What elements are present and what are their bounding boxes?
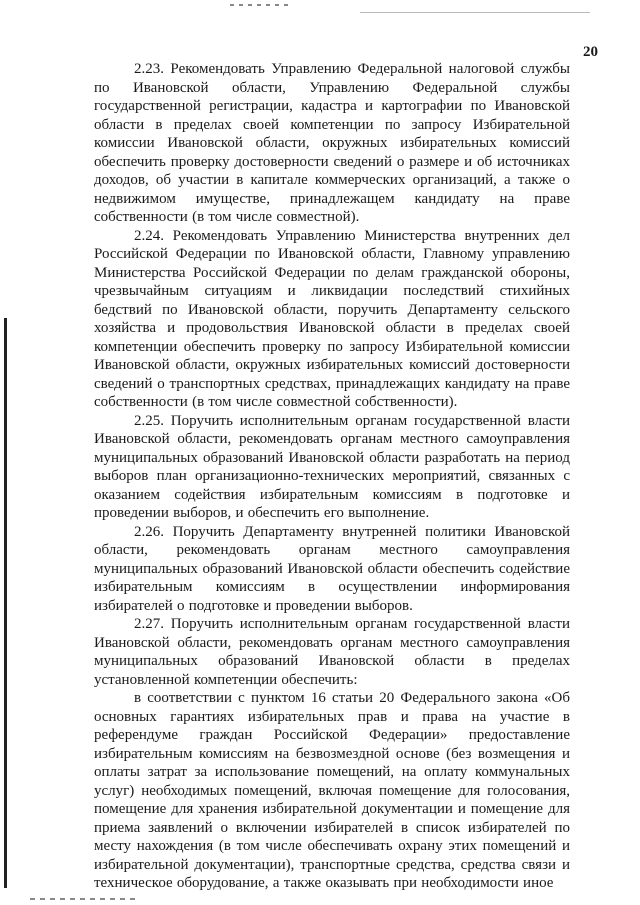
- paragraph-2-27: 2.27. Поручить исполнительным органам государственной власти Ивановской области, рекомендовать органам местного самоуправления муниципальных образований Ивановской области в пределах установленной компетенции обеспечить:: [94, 616, 570, 688]
- paragraph-2-23: 2.23. Рекомендовать Управлению Федеральной налоговой службы по Ивановской области, Управлению Федеральной службы государственной регистрации, кадастра и картографии по Ивановской области в пределах своей компетенции по запросу Избирательной комиссии Ивановской области, окружных избирательных комиссий обеспечить проверку достоверности сведений о размере и об источниках доходов, об участии в капитале коммерческих организаций, а также о недвижимом имуществе, принадлежащем кандидату на праве собственности (в том числе совместной).: [94, 61, 570, 225]
- scan-artifact-top: [230, 4, 290, 6]
- scan-artifact-left-edge: [4, 318, 7, 888]
- paragraph-2-26: 2.26. Поручить Департаменту внутренней политики Ивановской области, рекомендовать органам местного самоуправления муниципальных образований Ивановской области обеспечить содействие избирательным комиссиям в осуществлении информирования избирателей о подготовке и проведении выборов.: [94, 523, 570, 614]
- paragraph-2-25: 2.25. Поручить исполнительным органам государственной власти Ивановской области, рекомендовать органам местного самоуправления муниципальных образований Ивановской области разработать на период выборов план организационно-технических мероприятий, связанных с оказанием содействия избирательным комиссиям в подготовке и проведении выборов, и обеспечить его выполнение.: [94, 412, 570, 521]
- paragraph-2-24: 2.24. Рекомендовать Управлению Министерства внутренних дел Российской Федерации по Ивановской области, Главному управлению Министерства Российской Федерации по делам гражданской обороны, чрезвычайным ситуациям и ликвидации последствий стихийных бедствий по Ивановской области, поручить Департаменту сельского хозяйства и продовольствия Ивановской области в пределах своей компетенции обеспечить проверку по запросу Избирательной комиссии Ивановской области, окружных избирательных комиссий достоверности сведений о транспортных средствах, принадлежащих кандидату на праве собственности (в том числе совместной собственности).: [94, 227, 570, 410]
- scan-artifact-top-right: [360, 12, 590, 13]
- document-body: [94, 60, 570, 893]
- paragraph-2-27-item: в соответствии с пунктом 16 статьи 20 Федерального закона «Об основных гарантиях избирательных прав и права на участие в референдуме граждан Российской Федерации» предоставление избирательным комиссиям на безвозмездной основе (без возмещения и оплаты затрат за использование помещений, на оплату коммунальных услуг) необходимых помещений, включая помещение для голосования, помещение для хранения избирательной документации и помещение для приема заявлений о включении избирателей в список избирателей по месту нахождения (в том числе обеспечивать охрану этих помещений и избирательной документации), транспортные средства, средства связи и техническое оборудование, а также оказывать при необходимости иное: [94, 690, 570, 891]
- scan-artifact-bottom: [30, 898, 140, 900]
- page-number: 20: [583, 44, 598, 60]
